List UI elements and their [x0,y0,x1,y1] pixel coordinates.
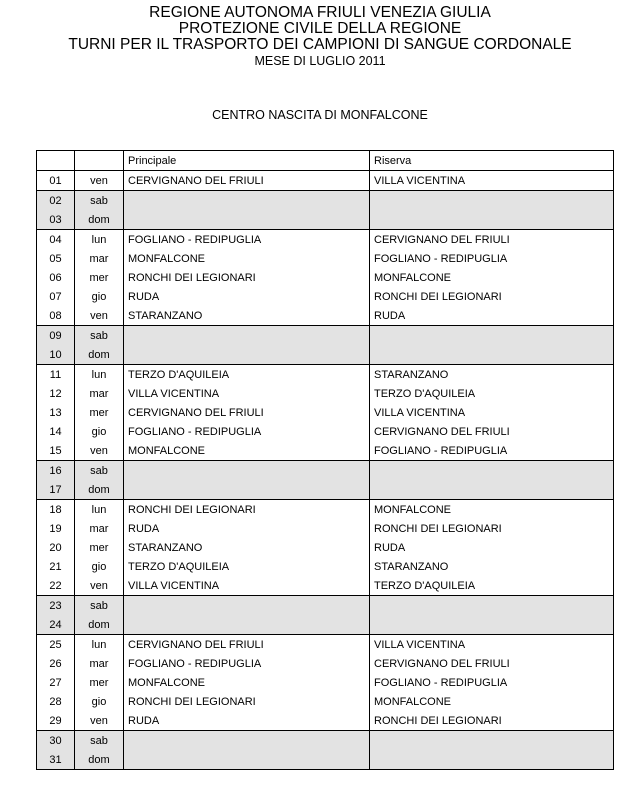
cell-weekday: mar [75,384,124,403]
cell-riserva: VILLA VICENTINA [370,403,614,422]
cell-riserva [370,596,614,616]
cell-riserva: TERZO D'AQUILEIA [370,384,614,403]
cell-riserva [370,750,614,770]
table-row [37,461,614,481]
cell-day-number: 12 [37,384,75,403]
cell-day-number: 18 [37,500,75,520]
table-header-row [37,151,614,171]
table-row [37,615,614,635]
cell-principale: FOGLIANO - REDIPUGLIA [124,654,370,673]
cell-day-number: 13 [37,403,75,422]
cell-day-number: 25 [37,635,75,655]
cell-riserva: FOGLIANO - REDIPUGLIA [370,249,614,268]
table-row [37,422,614,441]
table-row [37,711,614,731]
cell-day-number: 24 [37,615,75,635]
cell-weekday: mar [75,654,124,673]
cell-day-number: 04 [37,230,75,250]
cell-weekday: gio [75,557,124,576]
cell-riserva [370,326,614,346]
cell-day-number: 01 [37,171,75,191]
cell-principale: MONFALCONE [124,249,370,268]
cell-riserva [370,615,614,635]
cell-principale [124,615,370,635]
cell-weekday: gio [75,692,124,711]
cell-riserva: MONFALCONE [370,268,614,287]
table-row [37,538,614,557]
table-header [37,151,614,171]
cell-weekday: lun [75,230,124,250]
cell-day-number: 05 [37,249,75,268]
cell-weekday: mar [75,519,124,538]
cell-day-number: 11 [37,365,75,385]
cell-principale: RONCHI DEI LEGIONARI [124,268,370,287]
cell-principale [124,750,370,770]
cell-weekday: sab [75,596,124,616]
table-row [37,480,614,500]
cell-day-number: 02 [37,191,75,211]
cell-day-number: 21 [37,557,75,576]
cell-riserva: STARANZANO [370,557,614,576]
cell-principale: CERVIGNANO DEL FRIULI [124,635,370,655]
shift-table [36,150,614,770]
cell-principale: VILLA VICENTINA [124,384,370,403]
table-row [37,306,614,326]
table-row [37,576,614,596]
cell-day-number: 29 [37,711,75,731]
cell-principale: RONCHI DEI LEGIONARI [124,692,370,711]
cell-day-number: 22 [37,576,75,596]
table-row [37,171,614,191]
cell-riserva: CERVIGNANO DEL FRIULI [370,654,614,673]
table-row [37,268,614,287]
table-row [37,230,614,250]
table-row [37,210,614,230]
cell-principale: RUDA [124,519,370,538]
cell-day-number: 27 [37,673,75,692]
cell-principale: RUDA [124,711,370,731]
cell-day-number: 23 [37,596,75,616]
cell-day-number: 28 [37,692,75,711]
cell-principale [124,480,370,500]
cell-principale [124,210,370,230]
table-row [37,345,614,365]
cell-principale: VILLA VICENTINA [124,576,370,596]
cell-principale: STARANZANO [124,538,370,557]
cell-weekday: mar [75,249,124,268]
cell-weekday: mer [75,673,124,692]
cell-weekday: sab [75,731,124,751]
cell-principale [124,596,370,616]
cell-weekday: dom [75,345,124,365]
cell-weekday: dom [75,210,124,230]
cell-weekday: dom [75,615,124,635]
cell-principale: STARANZANO [124,306,370,326]
cell-weekday: lun [75,500,124,520]
cell-principale: TERZO D'AQUILEIA [124,557,370,576]
cell-day-number: 14 [37,422,75,441]
table-row [37,635,614,655]
cell-principale [124,326,370,346]
cell-weekday: gio [75,287,124,306]
column-header-day [75,151,124,171]
cell-principale [124,191,370,211]
cell-principale: CERVIGNANO DEL FRIULI [124,171,370,191]
cell-day-number: 09 [37,326,75,346]
table-body [37,171,614,770]
cell-riserva [370,731,614,751]
cell-riserva: RONCHI DEI LEGIONARI [370,711,614,731]
cell-weekday: sab [75,191,124,211]
cell-principale [124,345,370,365]
table-row [37,287,614,306]
cell-weekday: ven [75,576,124,596]
column-header-number [37,151,75,171]
cell-day-number: 15 [37,441,75,461]
table-row [37,692,614,711]
cell-weekday: ven [75,171,124,191]
cell-riserva: RUDA [370,306,614,326]
cell-riserva: RUDA [370,538,614,557]
table-row [37,557,614,576]
cell-day-number: 17 [37,480,75,500]
cell-riserva [370,480,614,500]
cell-weekday: mer [75,268,124,287]
cell-day-number: 19 [37,519,75,538]
header-title: TURNI PER IL TRASPORTO DEI CAMPIONI DI SANGUE CORDONALE [68,36,572,53]
center-title: CENTRO NASCITA DI MONFALCONE [212,108,428,122]
cell-day-number: 10 [37,345,75,365]
cell-riserva: RONCHI DEI LEGIONARI [370,519,614,538]
cell-day-number: 08 [37,306,75,326]
cell-weekday: sab [75,461,124,481]
cell-day-number: 31 [37,750,75,770]
cell-day-number: 30 [37,731,75,751]
table-row [37,750,614,770]
cell-day-number: 16 [37,461,75,481]
cell-weekday: dom [75,750,124,770]
cell-riserva: TERZO D'AQUILEIA [370,576,614,596]
cell-riserva: VILLA VICENTINA [370,171,614,191]
cell-weekday: mer [75,538,124,557]
header-month: MESE DI LUGLIO 2011 [254,54,386,68]
cell-principale: TERZO D'AQUILEIA [124,365,370,385]
cell-weekday: mer [75,403,124,422]
table-row [37,519,614,538]
table-row [37,365,614,385]
cell-weekday: sab [75,326,124,346]
table-row [37,731,614,751]
cell-principale: RUDA [124,287,370,306]
table-row [37,500,614,520]
table-row [37,403,614,422]
cell-riserva: STARANZANO [370,365,614,385]
cell-weekday: gio [75,422,124,441]
table-row [37,654,614,673]
cell-riserva [370,461,614,481]
table-row [37,441,614,461]
header-civil-protection: PROTEZIONE CIVILE DELLA REGIONE [178,20,462,37]
table-row [37,191,614,211]
cell-day-number: 03 [37,210,75,230]
cell-principale: CERVIGNANO DEL FRIULI [124,403,370,422]
cell-riserva: MONFALCONE [370,500,614,520]
column-header-principale: Principale [124,151,370,171]
cell-weekday: lun [75,635,124,655]
cell-principale: FOGLIANO - REDIPUGLIA [124,230,370,250]
cell-riserva: CERVIGNANO DEL FRIULI [370,422,614,441]
cell-riserva: FOGLIANO - REDIPUGLIA [370,673,614,692]
cell-riserva: VILLA VICENTINA [370,635,614,655]
cell-day-number: 20 [37,538,75,557]
table-row [37,326,614,346]
cell-principale: FOGLIANO - REDIPUGLIA [124,422,370,441]
cell-principale [124,461,370,481]
cell-principale [124,731,370,751]
document-header [0,5,640,69]
cell-principale: MONFALCONE [124,673,370,692]
cell-riserva: CERVIGNANO DEL FRIULI [370,230,614,250]
cell-weekday: ven [75,711,124,731]
cell-riserva: FOGLIANO - REDIPUGLIA [370,441,614,461]
cell-riserva [370,191,614,211]
cell-weekday: ven [75,441,124,461]
cell-riserva [370,345,614,365]
cell-weekday: ven [75,306,124,326]
cell-riserva [370,210,614,230]
cell-principale: MONFALCONE [124,441,370,461]
cell-weekday: lun [75,365,124,385]
cell-day-number: 07 [37,287,75,306]
cell-riserva: MONFALCONE [370,692,614,711]
column-header-riserva: Riserva [370,151,614,171]
cell-principale: RONCHI DEI LEGIONARI [124,500,370,520]
table-row [37,384,614,403]
cell-riserva: RONCHI DEI LEGIONARI [370,287,614,306]
cell-day-number: 06 [37,268,75,287]
table-row [37,673,614,692]
table-row [37,249,614,268]
table-row [37,596,614,616]
cell-day-number: 26 [37,654,75,673]
header-region: REGIONE AUTONOMA FRIULI VENEZIA GIULIA [149,4,491,21]
cell-weekday: dom [75,480,124,500]
